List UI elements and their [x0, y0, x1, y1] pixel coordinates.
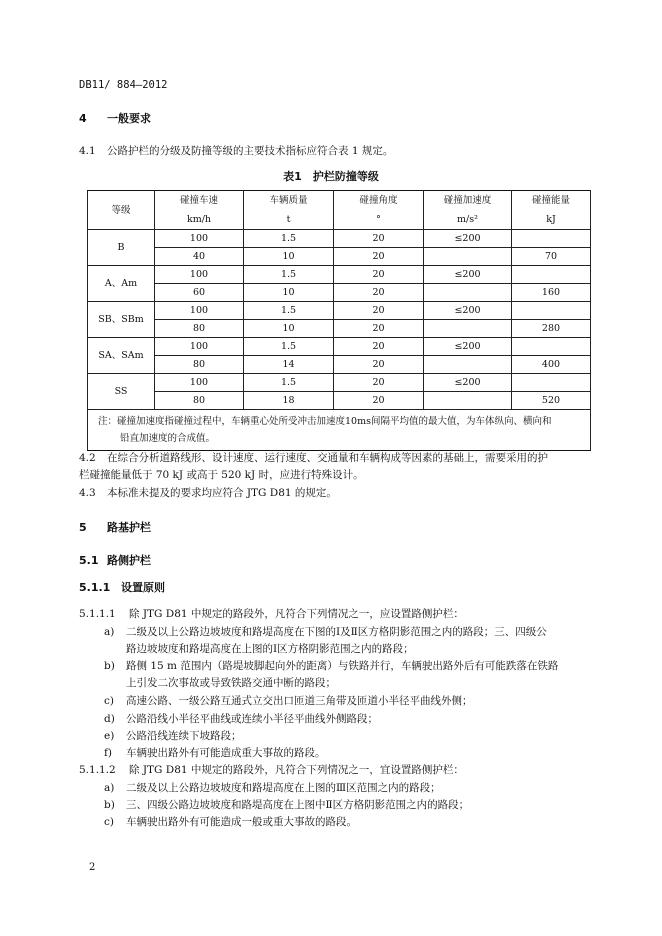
list-item-label: d)	[104, 713, 115, 725]
clause-text-line: 在综合分析道路线形、设计速度、运行速度、交通量和车辆构成等因素的基础上，需要采用的护	[107, 452, 548, 464]
clause-text: 本标准未提及的要求均应符合 JTG D81 的规定。	[107, 487, 337, 499]
list-item	[104, 728, 242, 743]
table-cell: 1.5	[244, 230, 334, 248]
clause-5-1-1-1	[79, 606, 464, 621]
table-row	[88, 302, 591, 320]
clause-text: 除 JTG D81 中规定的路段外，凡符合下列情况之一，宜设置路侧护栏：	[129, 764, 464, 776]
clause-number: 4.1	[79, 145, 96, 157]
list-item	[104, 624, 547, 639]
clause-number: 5.1.1.1	[79, 608, 116, 620]
table-row	[88, 248, 591, 266]
clause-text: 公路护栏的分级及防撞等级的主要技术指标应符合表 1 规定。	[107, 145, 394, 157]
table-cell: 160	[512, 284, 591, 302]
header-grade: 等级	[88, 191, 155, 230]
list-item	[104, 814, 357, 829]
header-energy: 碰撞能量	[512, 191, 591, 211]
header-acceleration-unit: m/s²	[424, 210, 512, 230]
document-code-header: DB11/ 884—2012	[79, 79, 168, 91]
table-cell: 1.5	[244, 302, 334, 320]
list-item-label: a)	[104, 626, 115, 638]
table-cell: 40	[155, 248, 244, 266]
list-item	[104, 693, 473, 708]
table-cell: 20	[334, 392, 424, 410]
list-item-label: c)	[104, 695, 114, 707]
table-cell: 20	[334, 356, 424, 374]
table-row	[88, 392, 591, 410]
table-row	[88, 230, 591, 248]
clause-number: 4.3	[79, 487, 96, 499]
grade-cell: B	[88, 230, 155, 266]
list-item-text: 二级及以上公路边坡坡度和路堤高度在下图的Ⅰ及Ⅱ区方格阴影范围之内的路段；三、四级公	[126, 626, 547, 638]
table-cell: 20	[334, 320, 424, 338]
list-item-text: 车辆驶出路外有可能造成一般或重大事故的路段。	[126, 816, 357, 828]
header-angle: 碰撞角度	[334, 191, 424, 211]
section-title: 路基护栏	[107, 521, 151, 534]
section-4-heading	[79, 110, 151, 126]
table-cell: 100	[155, 302, 244, 320]
clause-4-3	[79, 485, 337, 500]
table-cell: 20	[334, 248, 424, 266]
table-cell: 80	[155, 392, 244, 410]
table-cell	[512, 338, 591, 356]
header-mass: 车辆质量	[244, 191, 334, 211]
table-cell: 520	[512, 392, 591, 410]
table-cell	[424, 284, 512, 302]
page-number: 2	[89, 862, 96, 873]
clause-text: 除 JTG D81 中规定的路段外，凡符合下列情况之一，应设置路侧护栏：	[129, 608, 464, 620]
table-cell: 100	[155, 338, 244, 356]
table-cell	[512, 374, 591, 392]
table-row	[88, 374, 591, 392]
table-row	[88, 266, 591, 284]
table-note	[88, 410, 591, 451]
table-row	[88, 338, 591, 356]
table-row	[88, 320, 591, 338]
list-item	[104, 658, 558, 673]
list-item	[104, 780, 441, 795]
table-header	[88, 191, 591, 230]
table-cell: 20	[334, 284, 424, 302]
table-cell: 70	[512, 248, 591, 266]
list-item-label: a)	[104, 782, 115, 794]
header-speed: 碰撞车速	[155, 191, 244, 211]
table-cell: ≤200	[424, 230, 512, 248]
section-number: 4	[79, 112, 87, 125]
table-note-line: 铅直加速度的合成值。	[120, 433, 216, 444]
table-cell: 20	[334, 266, 424, 284]
list-item-text: 高速公路、一级公路互通式立交出口匝道三角带及匝道小半径平曲线外侧；	[126, 695, 473, 707]
table-cell: 20	[334, 302, 424, 320]
section-number: 5.1	[79, 554, 99, 567]
table-cell: 10	[244, 248, 334, 266]
section-title: 设置原则	[121, 581, 165, 594]
header-mass-unit: t	[244, 210, 334, 230]
section-number: 5.1.1	[79, 581, 111, 594]
table-cell	[512, 230, 591, 248]
list-item-label: e)	[104, 730, 115, 742]
header-energy-unit: kJ	[512, 210, 591, 230]
table-cell	[512, 302, 591, 320]
list-item-label: c)	[104, 816, 114, 828]
table-cell: 60	[155, 284, 244, 302]
table-cell: ≤200	[424, 302, 512, 320]
list-item-text: 车辆驶出路外有可能造成重大事故的路段。	[126, 747, 326, 759]
table-cell: ≤200	[424, 374, 512, 392]
clause-5-1-1-2	[79, 762, 464, 777]
list-item-text: 二级及以上公路边坡坡度和路堤高度在上图的Ⅲ区范围之内的路段；	[126, 782, 441, 794]
header-acceleration: 碰撞加速度	[424, 191, 512, 211]
list-item-label: f)	[104, 747, 112, 759]
table-cell: 100	[155, 374, 244, 392]
table-cell: 100	[155, 230, 244, 248]
table-row	[88, 356, 591, 374]
table-cell: 20	[334, 230, 424, 248]
clause-4-1	[79, 143, 393, 158]
list-item	[104, 797, 469, 812]
header-angle-unit: °	[334, 210, 424, 230]
table-cell: 18	[244, 392, 334, 410]
table-cell: 1.5	[244, 338, 334, 356]
table-cell: 10	[244, 284, 334, 302]
list-item-continuation: 上引发二次事故或导致铁路交通中断的路段；	[126, 677, 336, 689]
section-5-heading	[79, 519, 151, 535]
table-cell: 80	[155, 320, 244, 338]
table-cell: 1.5	[244, 374, 334, 392]
grade-cell: SB、SBm	[88, 302, 155, 338]
list-item-text: 路侧 15 m 范围内（路堤坡脚起向外的距离）与铁路并行，车辆驶出路外后有可能跌落在铁路	[126, 660, 559, 672]
list-item-continuation: 路边坡坡度和路堤高度在上图的Ⅰ区方格阴影范围之内的路段；	[126, 643, 414, 655]
section-title: 路侧护栏	[107, 554, 151, 567]
grade-cell: SA、SAm	[88, 338, 155, 374]
table-cell: 14	[244, 356, 334, 374]
table-cell	[424, 248, 512, 266]
clause-4-2-continuation: 栏碰撞能量低于 70 kJ 或高于 520 kJ 时，应进行特殊设计。	[79, 469, 364, 481]
table-note-line: 注：碰撞加速度指碰撞过程中，车辆重心处所受冲击加速度10ms间隔平均值的最大值，为车体纵向、横向和	[98, 416, 552, 427]
grade-cell: A、Am	[88, 266, 155, 302]
section-number: 5	[79, 521, 87, 534]
table-cell: ≤200	[424, 338, 512, 356]
table-note-row	[88, 410, 591, 451]
table-row	[88, 284, 591, 302]
table-cell: 80	[155, 356, 244, 374]
clause-4-2	[79, 450, 548, 465]
grade-cell: SS	[88, 374, 155, 410]
list-item-text: 三、四级公路边坡坡度和路堤高度在上图中Ⅱ区方格阴影范围之内的路段；	[126, 799, 470, 811]
table-cell: 20	[334, 374, 424, 392]
table-cell: 400	[512, 356, 591, 374]
list-item-text: 公路沿线小半径平曲线或连续小半径平曲线外侧路段；	[126, 713, 378, 725]
table-cell: 280	[512, 320, 591, 338]
table-cell: 20	[334, 338, 424, 356]
list-item-label: b)	[104, 660, 115, 672]
list-item	[104, 745, 326, 760]
table-cell	[512, 266, 591, 284]
table-cell	[424, 356, 512, 374]
list-item	[104, 711, 378, 726]
header-speed-unit: km/h	[155, 210, 244, 230]
table-caption: 表1 护栏防撞等级	[283, 170, 379, 183]
clause-number: 4.2	[79, 452, 96, 464]
section-5-1-1-heading	[79, 579, 165, 595]
list-item-label: b)	[104, 799, 115, 811]
clause-number: 5.1.1.2	[79, 764, 116, 776]
table-cell: ≤200	[424, 266, 512, 284]
section-title: 一般要求	[107, 112, 151, 125]
table-cell	[424, 320, 512, 338]
table-cell: 100	[155, 266, 244, 284]
section-5-1-heading	[79, 552, 151, 568]
guardrail-grade-table	[87, 190, 591, 451]
list-item-text: 公路沿线连续下坡路段；	[126, 730, 242, 742]
table-cell: 10	[244, 320, 334, 338]
table-cell	[424, 392, 512, 410]
table-cell: 1.5	[244, 266, 334, 284]
